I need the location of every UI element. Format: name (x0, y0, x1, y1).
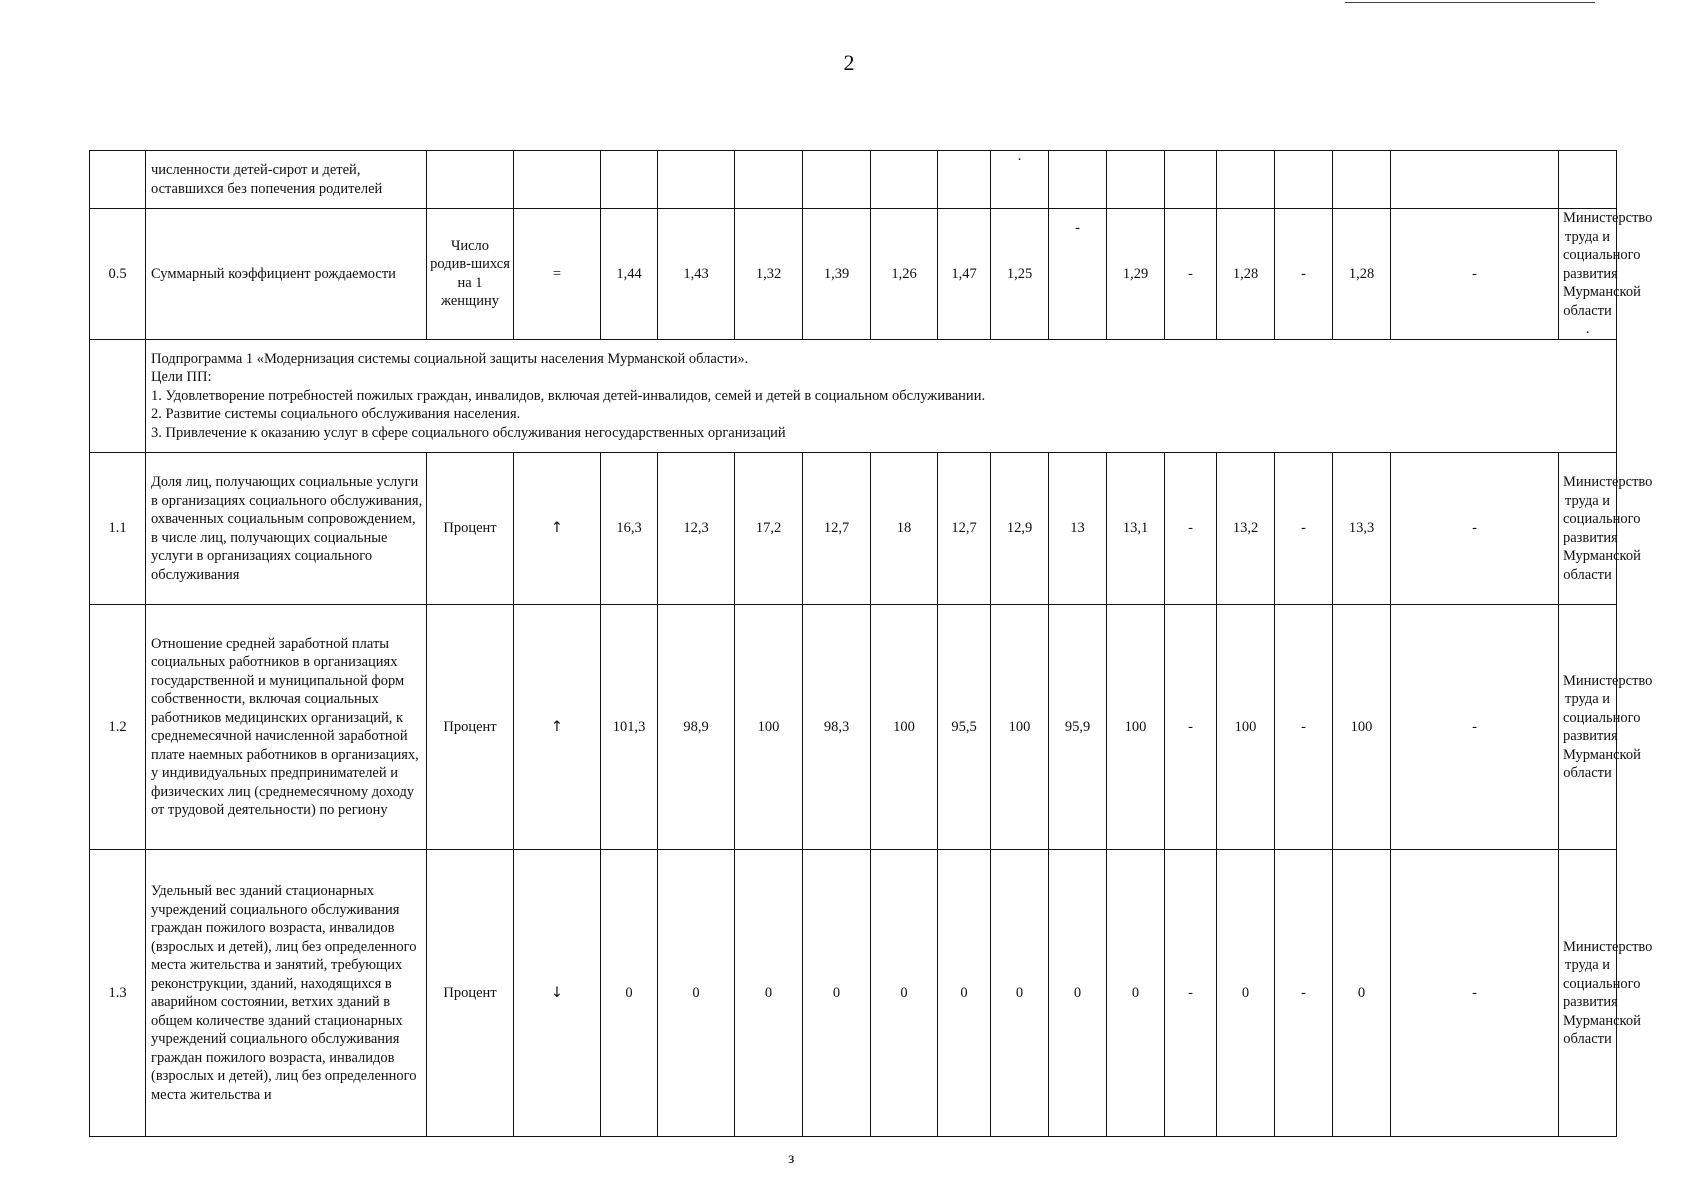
value-cell: 1,32 (735, 209, 803, 340)
value-cell: 0 (991, 850, 1049, 1137)
responsible-cell: Министерство труда и социального развития Мурманской области (1559, 605, 1617, 850)
value-cell: - (1165, 453, 1217, 605)
subprogram-description (146, 339, 1617, 453)
value-cell: 101,3 (601, 605, 658, 850)
row-number (90, 339, 146, 453)
value-cell: 1,25 (991, 209, 1049, 340)
value-cell: 1,47 (938, 209, 991, 340)
value-cell: 0 (938, 850, 991, 1137)
value-cell: 1,29 (1107, 209, 1165, 340)
row-number: 0.5 (90, 209, 146, 340)
indicator-name: Отношение средней заработной платы социальных работников в организациях государственной и муниципальной форм собственности, включая социальных работников медицинских организаций, к среднемесячной начисленной заработной плате наемных работников в организациях, у индивидуальных предпринимателей и физических лиц (среднемесячному доходу от трудовой деятельности) по региону (146, 605, 427, 850)
value-cell (658, 151, 735, 209)
responsible-cell: Министерство труда и социального развития Мурманской области (1559, 453, 1617, 605)
value-cell: 95,5 (938, 605, 991, 850)
value-cell: - (1049, 209, 1107, 340)
value-cell: 95,9 (1049, 605, 1107, 850)
value-cell: 13,3 (1333, 453, 1391, 605)
value-cell: 100 (1333, 605, 1391, 850)
value-cell: 100 (991, 605, 1049, 850)
value-cell: 0 (735, 850, 803, 1137)
indicator-name: численности детей-сирот и детей, оставшихся без попечения родителей (146, 151, 427, 209)
value-cell: - (1275, 605, 1333, 850)
value-cell: - (1275, 209, 1333, 340)
value-cell: 98,9 (658, 605, 735, 850)
table-row (90, 850, 1617, 1137)
row-number: 1.2 (90, 605, 146, 850)
responsible-cell: Министерство труда и социального развития Мурманской области (1559, 850, 1617, 1137)
table-row (90, 453, 1617, 605)
value-cell: 0 (1107, 850, 1165, 1137)
value-cell: - (1391, 850, 1559, 1137)
value-cell: 12,9 (991, 453, 1049, 605)
direction-cell: = (514, 209, 601, 340)
value-cell: 1,43 (658, 209, 735, 340)
value-cell: 13 (1049, 453, 1107, 605)
value-cell: 17,2 (735, 453, 803, 605)
value-cell: 12,7 (803, 453, 871, 605)
value-cell: 1,44 (601, 209, 658, 340)
row-number: 1.1 (90, 453, 146, 605)
unit-cell (427, 151, 514, 209)
value-cell: · (991, 151, 1049, 209)
table-row (90, 209, 1617, 340)
value-cell: 1,28 (1217, 209, 1275, 340)
value-cell: 0 (1049, 850, 1107, 1137)
value-cell (601, 151, 658, 209)
value-cell: 12,7 (938, 453, 991, 605)
value-cell: 18 (871, 453, 938, 605)
value-cell (938, 151, 991, 209)
value-cell: - (1165, 850, 1217, 1137)
value-cell: 1,39 (803, 209, 871, 340)
value-cell: 12,3 (658, 453, 735, 605)
row-number (90, 151, 146, 209)
value-cell (1217, 151, 1275, 209)
value-cell: 1,26 (871, 209, 938, 340)
unit-cell: Процент (427, 850, 514, 1137)
value-cell: - (1391, 453, 1559, 605)
subprogram-goal: 2. Развитие системы социального обслуживания населения. (151, 406, 521, 422)
value-cell (1165, 151, 1217, 209)
value-cell: 100 (1217, 605, 1275, 850)
value-cell: - (1275, 850, 1333, 1137)
indicator-name: Удельный вес зданий стационарных учреждений социального обслуживания граждан пожилого возраста, инвалидов (взрослых и детей), лиц без определенного места жительства и занятий, требующих реконструкции, зданий, находящихся в аварийном состоянии, ветхих зданий в общем количестве зданий стационарных учреждений социального обслуживания граждан пожилого возраста, инвалидов (взрослых и детей), лиц без определенного места жительства и (146, 850, 427, 1137)
footer-mark: з (788, 1150, 795, 1167)
value-cell: 1,28 (1333, 209, 1391, 340)
value-cell: - (1165, 605, 1217, 850)
subprogram-title: Подпрограмма 1 «Модернизация системы социальной защиты населения Мурманской области». (151, 350, 749, 367)
responsible-cell (1559, 151, 1617, 209)
subprogram-goal: 3. Привлечение к оказанию услуг в сфере социального обслуживания негосударственных организаций (151, 424, 786, 441)
unit-cell: Процент (427, 453, 514, 605)
row-number: 1.3 (90, 850, 146, 1137)
value-cell: 0 (1217, 850, 1275, 1137)
value-cell (871, 151, 938, 209)
indicator-name: Доля лиц, получающих социальные услуги в организациях социального обслуживания, охваченных социальным сопровождением, в числе лиц, получающих социальные услуги в организациях социального обслуживания (146, 453, 427, 605)
arrow-up-icon: ↑ (514, 453, 601, 605)
table-row (90, 605, 1617, 850)
unit-cell: Процент (427, 605, 514, 850)
value-cell: - (1391, 605, 1559, 850)
value-cell: 0 (871, 850, 938, 1137)
value-cell: 0 (601, 850, 658, 1137)
unit-cell: Число родив-шихся на 1 женщину (427, 209, 514, 340)
value-cell: 0 (803, 850, 871, 1137)
value-cell: 0 (658, 850, 735, 1137)
value-cell (1275, 151, 1333, 209)
value-cell (1049, 151, 1107, 209)
value-cell (803, 151, 871, 209)
value-cell (735, 151, 803, 209)
value-cell: 0 (1333, 850, 1391, 1137)
value-cell: 100 (871, 605, 938, 850)
value-cell (1107, 151, 1165, 209)
subprogram-goals-label: Цели ПП: (151, 369, 212, 385)
subprogram-goal: 1. Удовлетворение потребностей пожилых граждан, инвалидов, включая детей-инвалидов, семей и детей в социальном обслуживании. (151, 387, 986, 404)
page-number: 2 (843, 50, 855, 75)
value-cell: - (1391, 209, 1559, 340)
subprogram-row (90, 339, 1617, 453)
value-cell: 98,3 (803, 605, 871, 850)
indicators-table (89, 150, 1653, 1137)
top-edge-line (1345, 0, 1595, 3)
arrow-up-icon: ↑ (514, 605, 601, 850)
indicator-name: Суммарный коэффициент рождаемости (146, 209, 427, 340)
value-cell (1391, 151, 1559, 209)
table-row (90, 151, 1617, 209)
value-cell: 100 (1107, 605, 1165, 850)
value-cell: 13,2 (1217, 453, 1275, 605)
value-cell: 100 (735, 605, 803, 850)
value-cell: 16,3 (601, 453, 658, 605)
value-cell: 13,1 (1107, 453, 1165, 605)
value-cell (1333, 151, 1391, 209)
responsible-cell: Министерство труда и социального развития Мурманской области . (1559, 209, 1617, 340)
value-cell: - (1165, 209, 1217, 340)
value-cell: - (1275, 453, 1333, 605)
arrow-down-icon: ↓ (514, 850, 601, 1137)
direction-cell (514, 151, 601, 209)
